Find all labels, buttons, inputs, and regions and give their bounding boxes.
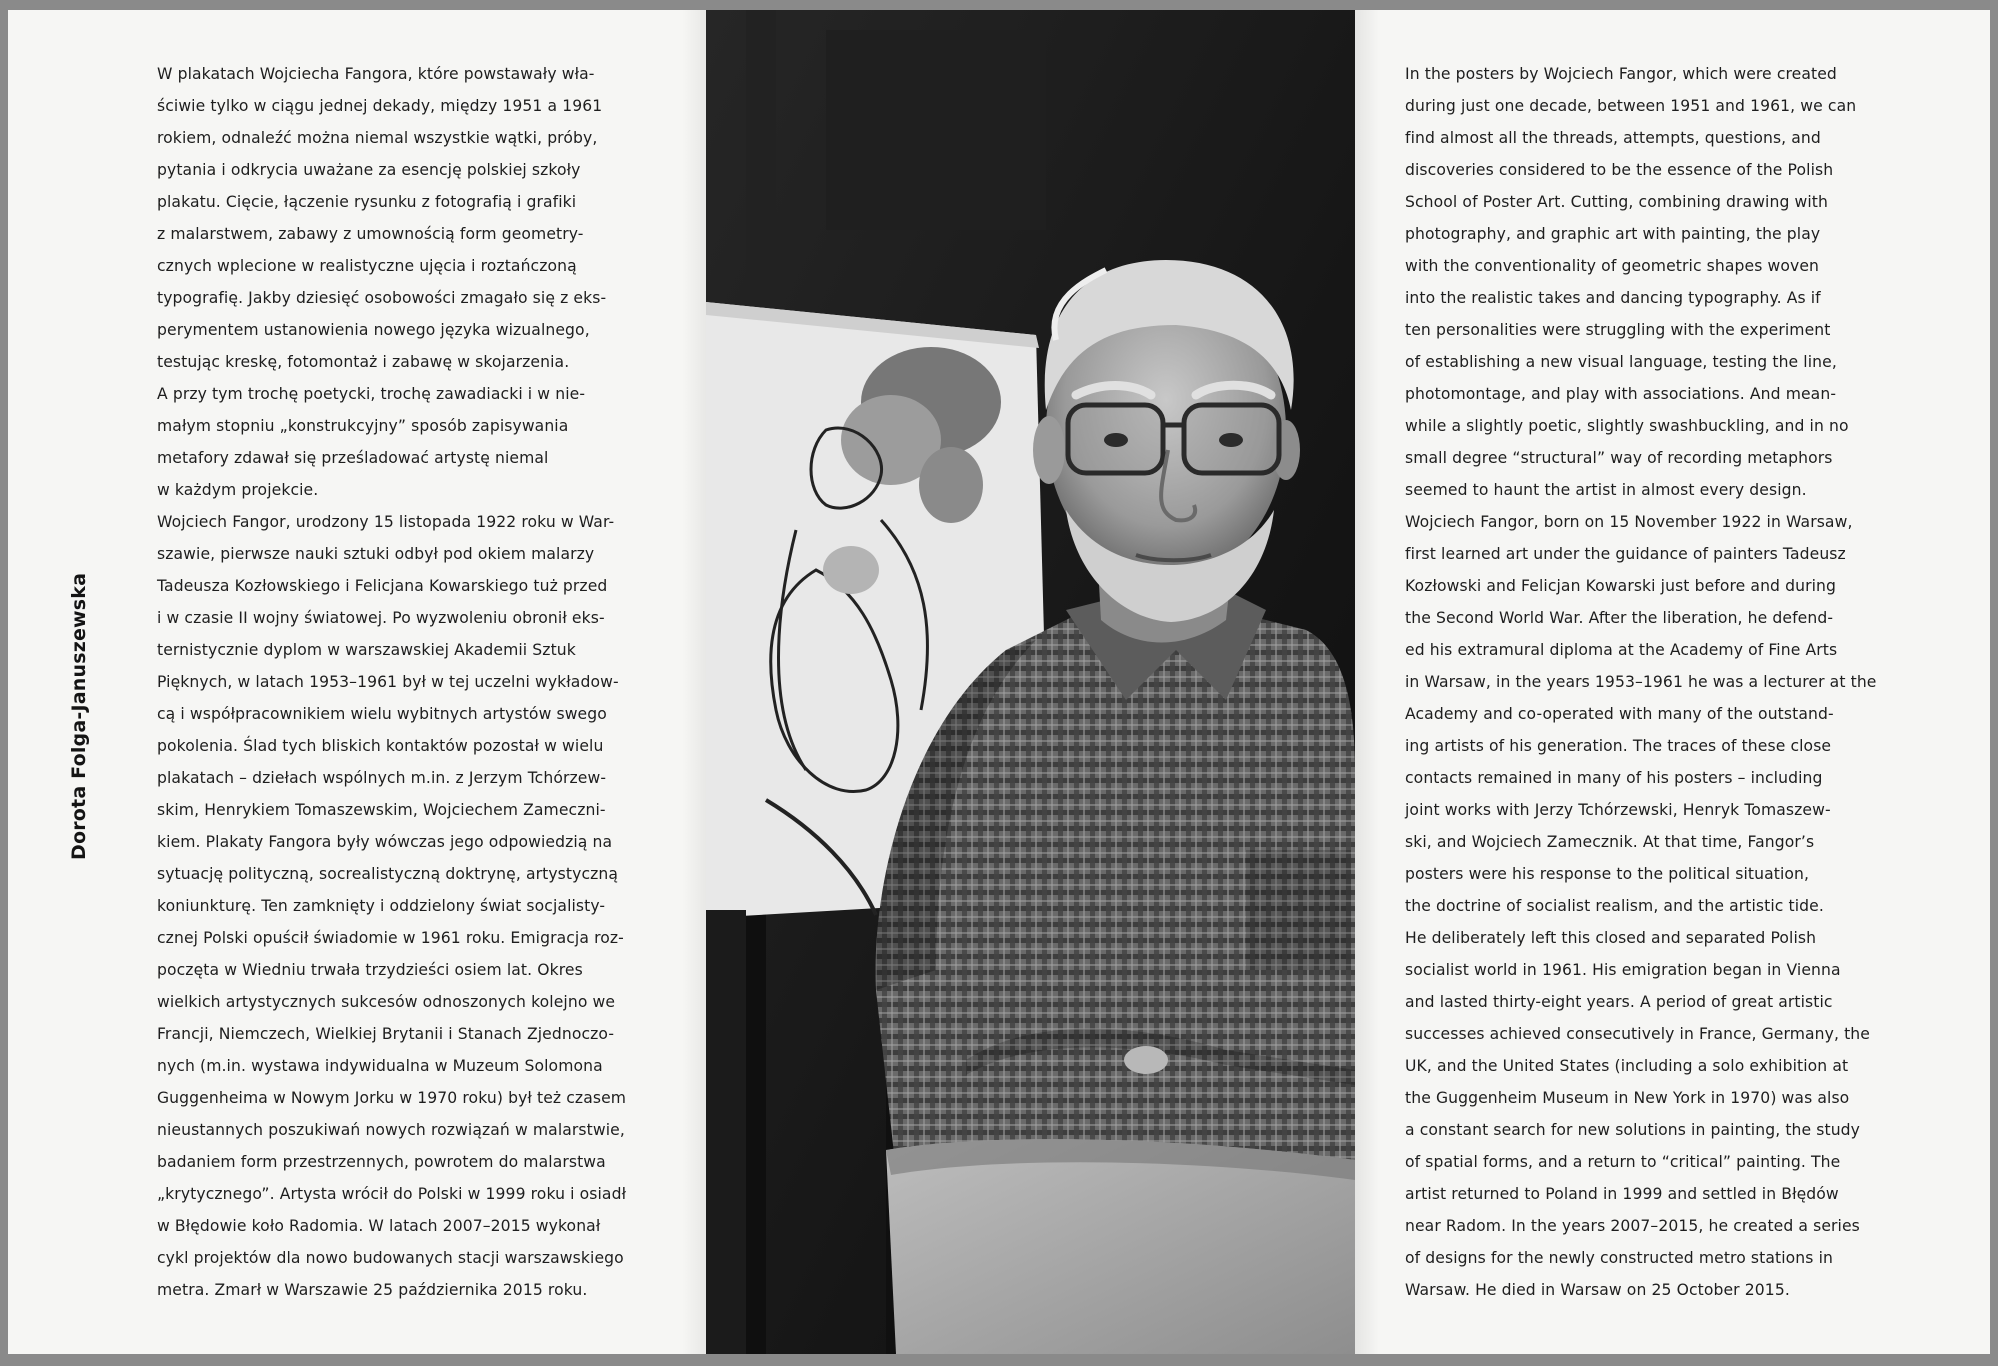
polish-text-line: małym stopniu „konstrukcyjny” sposób zapisywania <box>157 417 569 435</box>
polish-text-line: poczęta w Wiedniu trwała trzydzieści osiem lat. Okres <box>157 961 583 979</box>
polish-text-line: Pięknych, w latach 1953–1961 był w tej uczelni wykładow- <box>157 673 619 691</box>
english-text-line: ten personalities were struggling with the experiment <box>1405 321 1831 339</box>
polish-text-line: plakatach – dziełach wspólnych m.in. z Jerzym Tchórzew- <box>157 769 607 787</box>
polish-text-line: „krytycznego”. Artysta wrócił do Polski w 1999 roku i osiadł <box>157 1185 627 1203</box>
portrait-photo-graphic <box>706 10 1355 1354</box>
polish-text-line: Guggenheima w Nowym Jorku w 1970 roku) był też czasem <box>157 1089 627 1107</box>
polish-text-line: nych (m.in. wystawa indywidualna w Muzeum Solomona <box>157 1057 603 1075</box>
english-text-line: He deliberately left this closed and separated Polish <box>1405 929 1817 947</box>
english-text-line: in Warsaw, in the years 1953–1961 he was a lecturer at the <box>1405 673 1877 691</box>
polish-text-line: w Błędowie koło Radomia. W latach 2007–2015 wykonał <box>157 1217 601 1235</box>
polish-text-line: pokolenia. Ślad tych bliskich kontaktów pozostał w wielu <box>157 737 604 755</box>
polish-text-line: sytuację polityczną, socrealistyczną doktrynę, artystyczną <box>157 865 619 883</box>
english-text-line: UK, and the United States (including a solo exhibition at <box>1405 1057 1849 1075</box>
polish-text-line: cznych wplecione w realistyczne ujęcia i roztańczoną <box>157 257 577 275</box>
english-text-line: Kozłowski and Felicjan Kowarski just before and during <box>1405 577 1837 595</box>
polish-text-line: A przy tym trochę poetycki, trochę zawadiacki i w nie- <box>157 385 586 403</box>
english-text-line: photomontage, and play with associations. And mean- <box>1405 385 1837 403</box>
english-text-line: Wojciech Fangor, born on 15 November 1922 in Warsaw, <box>1405 513 1853 531</box>
polish-body-text <box>157 58 627 1306</box>
english-text-line: Warsaw. He died in Warsaw on 25 October 2015. <box>1405 1281 1790 1299</box>
english-text-line: of spatial forms, and a return to “critical” painting. The <box>1405 1153 1841 1171</box>
english-body-text <box>1405 58 1905 1306</box>
author-name: Dorota Folga-Januszewska <box>68 572 90 860</box>
english-text-line: contacts remained in many of his posters – including <box>1405 769 1823 787</box>
english-text-line: during just one decade, between 1951 and 1961, we can <box>1405 97 1857 115</box>
polish-text-line: kiem. Plakaty Fangora były wówczas jego odpowiedzią na <box>157 833 613 851</box>
polish-text-line: skim, Henrykiem Tomaszewskim, Wojciechem Zameczni- <box>157 801 606 819</box>
english-text-line: small degree “structural” way of recording metaphors <box>1405 449 1833 467</box>
english-text-line: joint works with Jerzy Tchórzewski, Henryk Tomaszew- <box>1405 801 1831 819</box>
polish-text-line: szawie, pierwsze nauki sztuki odbył pod okiem malarzy <box>157 545 595 563</box>
polish-text-line: badaniem form przestrzennych, powrotem do malarstwa <box>157 1153 606 1171</box>
polish-text-line: Francji, Niemczech, Wielkiej Brytanii i Stanach Zjednoczo- <box>157 1025 615 1043</box>
english-text-line: the Guggenheim Museum in New York in 1970) was also <box>1405 1089 1850 1107</box>
english-text-line: ski, and Wojciech Zamecznik. At that time, Fangor’s <box>1405 833 1815 851</box>
polish-text-line: plakatu. Cięcie, łączenie rysunku z fotografią i grafiki <box>157 193 577 211</box>
english-text-line: the doctrine of socialist realism, and the artistic tide. <box>1405 897 1824 915</box>
english-text-line: with the conventionality of geometric shapes woven <box>1405 257 1820 275</box>
polish-text-line: typografię. Jakby dziesięć osobowości zmagało się z eks- <box>157 289 607 307</box>
english-text-line: into the realistic takes and dancing typography. As if <box>1405 289 1821 307</box>
polish-text-line: perymentem ustanowienia nowego języka wizualnego, <box>157 321 590 339</box>
english-text-line: first learned art under the guidance of painters Tadeusz <box>1405 545 1846 563</box>
english-text-line: discoveries considered to be the essence of the Polish <box>1405 161 1834 179</box>
english-text-line: while a slightly poetic, slightly swashbuckling, and in no <box>1405 417 1849 435</box>
polish-text-line: metra. Zmarł w Warszawie 25 października 2015 roku. <box>157 1281 588 1299</box>
polish-text-line: ternistycznie dyplom w warszawskiej Akademii Sztuk <box>157 641 576 659</box>
polish-text-line: W plakatach Wojciecha Fangora, które powstawały wła- <box>157 65 595 83</box>
english-text-line: School of Poster Art. Cutting, combining drawing with <box>1405 193 1828 211</box>
polish-text-line: metafory zdawał się prześladować artystę niemal <box>157 449 549 467</box>
polish-text-line: Wojciech Fangor, urodzony 15 listopada 1922 roku w War- <box>157 513 615 531</box>
english-text-line: a constant search for new solutions in painting, the study <box>1405 1121 1861 1139</box>
polish-text-line: w każdym projekcie. <box>157 481 319 499</box>
english-text-line: photography, and graphic art with painting, the play <box>1405 225 1821 243</box>
polish-text-line: cą i współpracownikiem wielu wybitnych artystów swego <box>157 705 607 723</box>
gutter-shadow-left <box>682 10 706 1354</box>
polish-text-line: z malarstwem, zabawy z umownością form geometry- <box>157 225 584 243</box>
english-text-line: the Second World War. After the liberation, he defend- <box>1405 609 1834 627</box>
english-text-line: ed his extramural diploma at the Academy of Fine Arts <box>1405 641 1838 659</box>
english-text-line: Academy and co-operated with many of the outstand- <box>1405 705 1834 723</box>
polish-text-line: koniunkturę. Ten zamknięty i oddzielony świat socjalisty- <box>157 897 606 915</box>
polish-text-line: Tadeusza Kozłowskiego i Felicjana Kowarskiego tuż przed <box>157 577 608 595</box>
polish-text-line: cznej Polski opuścił świadomie w 1961 roku. Emigracja roz- <box>157 929 624 947</box>
portrait-photo <box>706 10 1355 1354</box>
polish-text-line: nieustannych poszukiwań nowych rozwiązań w malarstwie, <box>157 1121 625 1139</box>
english-text-line: near Radom. In the years 2007–2015, he created a series <box>1405 1217 1860 1235</box>
polish-text-line: cykl projektów dla nowo budowanych stacji warszawskiego <box>157 1249 624 1267</box>
english-text-line: seemed to haunt the artist in almost every design. <box>1405 481 1807 499</box>
polish-text-line: testując kreskę, fotomontaż i zabawę w skojarzenia. <box>157 353 570 371</box>
english-text-line: successes achieved consecutively in France, Germany, the <box>1405 1025 1870 1043</box>
polish-text-line: i w czasie II wojny światowej. Po wyzwoleniu obronił eks- <box>157 609 605 627</box>
english-text-line: of designs for the newly constructed metro stations in <box>1405 1249 1833 1267</box>
english-text-line: artist returned to Poland in 1999 and settled in Błędów <box>1405 1185 1839 1203</box>
english-text-line: posters were his response to the political situation, <box>1405 865 1810 883</box>
polish-text-line: rokiem, odnaleźć można niemal wszystkie wątki, próby, <box>157 129 598 147</box>
english-text-line: and lasted thirty-eight years. A period of great artistic <box>1405 993 1833 1011</box>
english-text-line: socialist world in 1961. His emigration began in Vienna <box>1405 961 1841 979</box>
english-text-line: In the posters by Wojciech Fangor, which were created <box>1405 65 1837 83</box>
polish-text-line: wielkich artystycznych sukcesów odnoszonych kolejno we <box>157 993 616 1011</box>
polish-text-line: pytania i odkrycia uważane za esencję polskiej szkoły <box>157 161 581 179</box>
polish-text-line: ściwie tylko w ciągu jednej dekady, między 1951 a 1961 <box>157 97 603 115</box>
english-text-line: ing artists of his generation. The traces of these close <box>1405 737 1832 755</box>
gutter-shadow-right <box>1355 10 1379 1354</box>
english-text-line: of establishing a new visual language, testing the line, <box>1405 353 1837 371</box>
english-text-line: find almost all the threads, attempts, questions, and <box>1405 129 1821 147</box>
